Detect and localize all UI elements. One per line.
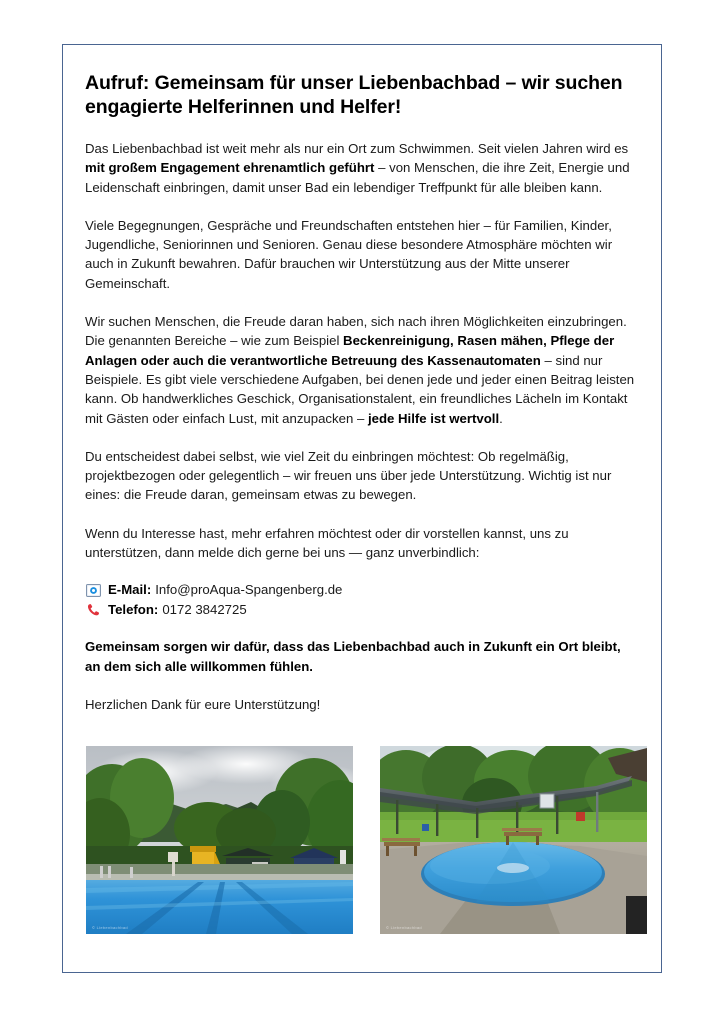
paragraph-community: Viele Begegnungen, Gespräche und Freundschaften entstehen hier – für Familien, Kinder, Jugendliche, Seniorinnen und Senioren. Genau diese besondere Atmosphäre möchten wir auch in Zukunft bewahren. Dafür brauchen wir Unterstützung aus der Mitte unserer Gemeinschaft. (85, 217, 613, 291)
paragraph-intro-text-b: – von Menschen, die ihre Zeit, Energie und Leidenschaft einbringen, damit unser Bad ein lebendiger Treffpunkt für alle bleiben kann. (85, 160, 630, 195)
document-page (62, 44, 662, 973)
spacer (85, 428, 639, 447)
telephone-receiver-icon (85, 602, 102, 617)
photo-watermark: © Liebenbachbad (386, 925, 422, 931)
contact-row-phone[interactable] (85, 600, 639, 620)
page-title: Aufruf: Gemeinsam für unser Liebenbachbad – wir suchen engagierte Helferinnen und Helfer! (85, 72, 623, 118)
contact-row-email[interactable] (85, 580, 639, 600)
spacer (85, 505, 639, 524)
paragraph-intro (85, 139, 639, 197)
spacer (85, 293, 639, 312)
contact-details (85, 580, 639, 619)
paragraph-task-areas-text-c: . (499, 410, 503, 426)
photo-main-swimming-pool (86, 746, 353, 934)
paragraph-closing-statement (85, 637, 639, 676)
photo-childrens-round-pool (380, 746, 647, 934)
spacer (85, 119, 639, 139)
photo-gallery (85, 746, 639, 934)
paragraph-task-areas (85, 331, 639, 427)
spacer (85, 676, 639, 695)
paragraph-task-areas-bold-1: Beckenreinigung, Rasen mähen, Pflege der Anlagen oder auch die verantwortliche Betreuung des Kassenautomaten (85, 333, 615, 368)
email-label: E-Mail: (108, 582, 152, 598)
paragraph-intro-text-a: Das Liebenbachbad ist weit mehr als nur ein Ort zum Schwimmen. Seit vielen Jahren wird es (85, 141, 629, 156)
paragraph-intro-bold: mit großem Engagement ehrenamtlich geführt (85, 160, 375, 176)
email-value[interactable]: Info@proAqua-Spangenberg.de (155, 582, 343, 598)
spacer (85, 197, 639, 216)
paragraph-task-areas-bold-2: jede Hilfe ist wertvoll (367, 410, 500, 426)
paragraph-task-areas-text-a: Die genannten Bereiche – wie zum Beispiel (85, 333, 344, 349)
document-content (63, 45, 661, 934)
paragraph-task-areas-text-b: – sind nur Beispiele. Es gibt viele verschiedene Aufgaben, bei denen jede und jeder einen Beitrag leisten kann. Ob handwerkliches Geschick, Organisationstalent, ein freundliches Lächeln im Kontakt mit Gästen oder einfach Lust, mit anzupacken – (85, 352, 635, 426)
photo-watermark: © Liebenbachbad (92, 925, 128, 931)
phone-label: Telefon: (108, 601, 159, 617)
email-icon (85, 583, 102, 598)
paragraph-seeking-people: Wir suchen Menschen, die Freude daran haben, sich nach ihren Möglichkeiten einzubringen. (85, 314, 627, 330)
paragraph-time-commitment: Du entscheidest dabei selbst, wie viel Zeit du einbringen möchtest: Ob regelmäßig, projektbezogen oder gelegentlich – wir freuen uns über jede Unterstützung. Wichtig ist nur eines: die Freude daran, gemeinsam etwas zu bewegen. (85, 448, 612, 503)
paragraph-thanks: Herzlichen Dank für eure Unterstützung! (85, 696, 321, 712)
paragraph-get-in-touch: Wenn du Interesse hast, mehr erfahren möchtest oder dir vorstellen kannst, uns zu unterstützen, dann melde dich gerne bei uns — ganz unverbindlich: (85, 525, 569, 561)
spacer (85, 619, 639, 637)
spacer (85, 562, 639, 580)
phone-value[interactable]: 0172 3842725 (162, 601, 247, 617)
paragraph-closing-bold: Gemeinsam sorgen wir dafür, dass das Liebenbachbad auch in Zukunft ein Ort bleibt, an dem sich alle willkommen fühlen. (85, 639, 621, 674)
